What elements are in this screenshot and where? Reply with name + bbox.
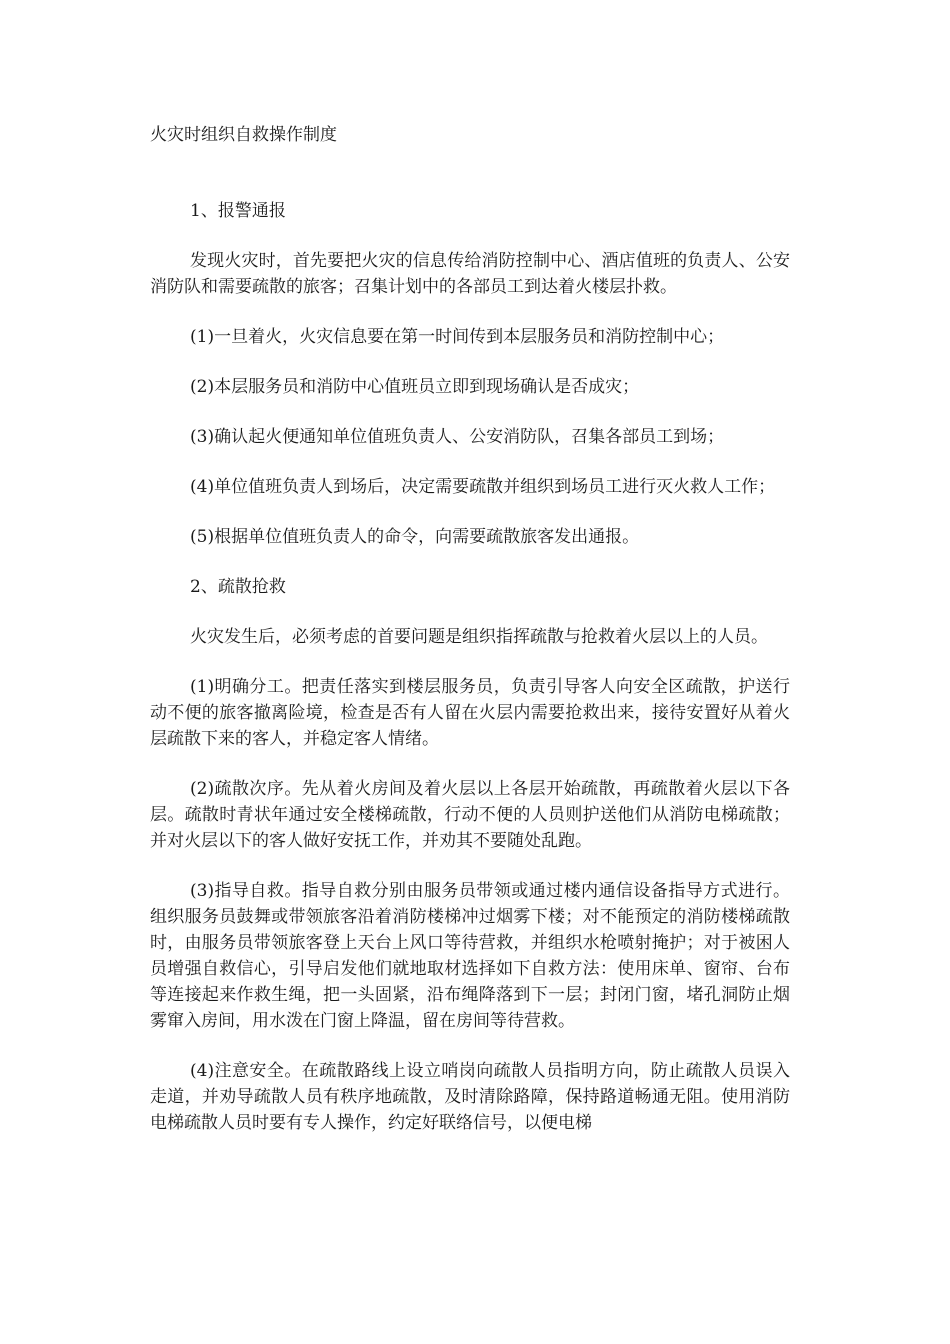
list-item: (1)明确分工。把责任落实到楼层服务员，负责引导客人向安全区疏散，护送行动不便的旅客撤离险境，检查是否有人留在火层内需要抢救出来，接待安置好从着火层疏散下来的客人，并稳定客人情绪。 <box>150 677 790 749</box>
paragraph: 火灾发生后，必须考虑的首要问题是组织指挥疏散与抢救着火层以上的人员。 <box>190 627 768 647</box>
document-title: 火灾时组织自救操作制度 <box>150 125 337 145</box>
list-item: (1)一旦着火，火灾信息要在第一时间传到本层服务员和消防控制中心； <box>190 327 725 347</box>
list-item: (2)疏散次序。先从着火房间及着火层以上各层开始疏散，再疏散着火层以下各层。疏散时青状年通过安全楼梯疏散，行动不便的人员则护送他们从消防电梯疏散；并对火层以下的客人做好安抚工作，并劝其不要随处乱跑。 <box>150 779 790 851</box>
list-item: (3)指导自救。指导自救分别由服务员带领或通过楼内通信设备指导方式进行。组织服务员鼓舞或带领旅客沿着消防楼梯冲过烟雾下楼；对不能预定的消防楼梯疏散时，由服务员带领旅客登上天台上风口等待营救，并组织水枪喷射掩护；对于被困人员增强自救信心，引导启发他们就地取材选择如下自救方法：使用床单、窗帘、台布等连接起来作救生绳，把一头固紧，沿布绳降落到下一层；封闭门窗，堵孔洞防止烟雾窜入房间，用水泼在门窗上降温，留在房间等待营救。 <box>150 881 790 1031</box>
section-heading-evacuation: 2、疏散抢救 <box>190 577 286 597</box>
list-item: (4)注意安全。在疏散路线上设立哨岗向疏散人员指明方向，防止疏散人员误入走道，并劝导疏散人员有秩序地疏散，及时清除路障，保持路道畅通无阻。使用消防电梯疏散人员时要有专人操作，约定好联络信号，以便电梯 <box>150 1061 790 1133</box>
document-body <box>150 122 790 1136</box>
list-item: (5)根据单位值班负责人的命令，向需要疏散旅客发出通报。 <box>190 527 640 547</box>
paragraph: 发现火灾时，首先要把火灾的信息传给消防控制中心、酒店值班的负责人、公安消防队和需要疏散的旅客；召集计划中的各部员工到达着火楼层扑救。 <box>150 251 790 297</box>
list-item: (3)确认起火便通知单位值班负责人、公安消防队，召集各部员工到场； <box>190 427 725 447</box>
list-item: (2)本层服务员和消防中心值班员立即到现场确认是否成灾； <box>190 377 640 397</box>
list-item: (4)单位值班负责人到场后，决定需要疏散并组织到场员工进行灭火救人工作； <box>190 477 776 497</box>
section-heading-alarm: 1、报警通报 <box>190 201 286 221</box>
